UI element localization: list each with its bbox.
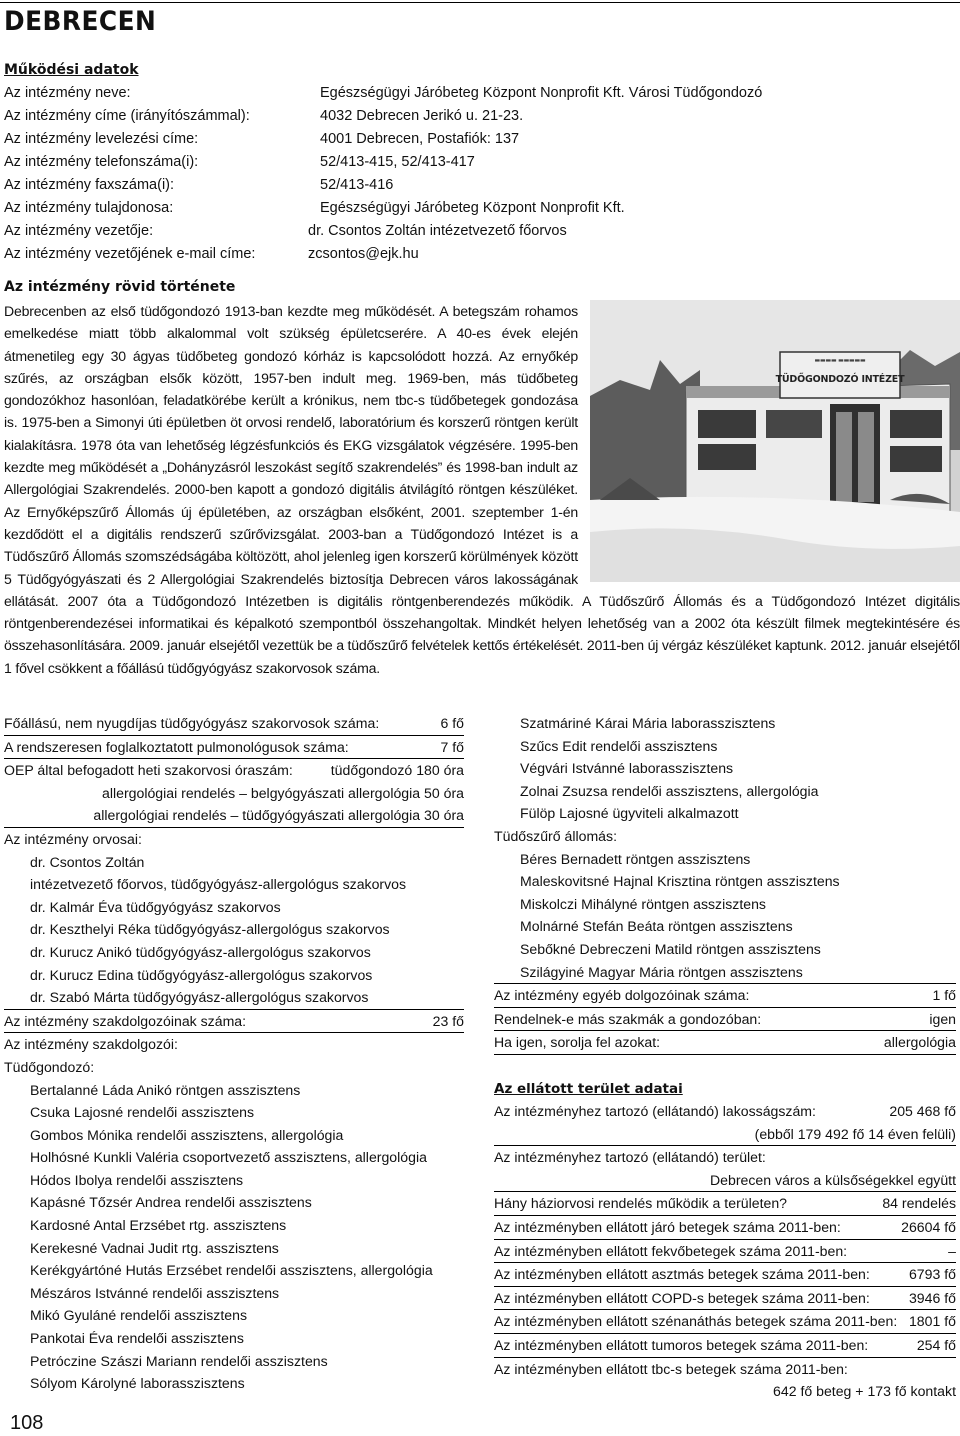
population-row: Az intézményhez tartozó (ellátandó) lakosságszám: 205 468 fő bbox=[494, 1103, 956, 1120]
doctor-item: dr. Kalmár Éva tüdőgyógyász szakorvos bbox=[30, 898, 281, 915]
staff-item: Petróczine Szászi Mariann rendelői asszisztens bbox=[30, 1352, 328, 1369]
spacer bbox=[494, 1055, 956, 1078]
staff-item: Mészáros Istvánné rendelői asszisztens bbox=[30, 1284, 280, 1301]
top-rule bbox=[0, 2, 960, 3]
info-row: Az intézmény levelezési címe: 4001 Debrecen, Postafiók: 137 bbox=[4, 131, 520, 147]
svg-text:▬▬▬▬ ▬▬▬▬▬: ▬▬▬▬ ▬▬▬▬▬ bbox=[814, 357, 866, 364]
page-number: 108 bbox=[10, 1412, 44, 1434]
section-heading-operational: Működési adatok bbox=[4, 62, 139, 78]
info-row: Az intézmény címe (irányítószámmal): 4032 Debrecen Jerikó u. 21-23. bbox=[4, 108, 524, 124]
inpatient-count-row: Az intézményben ellátott fekvőbetegek száma 2011-ben: – bbox=[494, 1240, 956, 1264]
pulmonologists-row: A rendszeresen foglalkoztatott pulmonológusok száma: 7 fő bbox=[4, 736, 464, 760]
staff-item: Fülöp Lajosné ügyviteli alkalmazott bbox=[520, 805, 739, 822]
staff-item: Kerékgyártóné Hutás Erzsébet rendelői asszisztens, allergológia bbox=[30, 1262, 433, 1279]
info-row: Az intézmény vezetőjének e-mail címe: zcsontos@ejk.hu bbox=[4, 246, 419, 262]
staff-item: Molnárné Stefán Beáta röntgen asszisztens bbox=[520, 918, 793, 935]
staff-item: Sebőkné Debreczeni Matild röntgen asszisztens bbox=[520, 940, 821, 957]
staff-item: Sólyom Károlyné laborasszisztens bbox=[30, 1375, 245, 1392]
history-text: Debrecenben az első tüdőgondozó 1913-ban kezdte meg működését. A betegszám rohamos emelkedése miatt több alkalommal volt szükség épületcserére. A 40-es évek elején átmenetileg egy 30 ágyas tüdőbeteg gondozó kórház is kapcsolódott hozzá. Az ernyőkép szűrés, az országban elsők között, 1957-ben indult meg. 1969-ben, más tüdőbeteg gondozókhoz hasonlóan, feladatkörébe került a krónikus, nem tbc-s tüdőbetegek gondozása is. 1975-ben a Simonyi úti épületben öt orvosi rendelő, laboratórium és korszerű röntgen került kialakításra. 1978 óta van lehetőség légzésfunkciós és EKG vizsgálatok végzésére. 1995-ben kezdte meg működését a „Dohányzásról leszokást segítő szakrendelés” és 1998-ban indult az Allergológiai Szakrendelés. 2000-ben kapott a gondozó digitális átvilágító röntgen készüléket. Az Ernyőképszűrő Állomás új épületében, az országban elsőként, 2001. szeptember 1-én kezdődött el a digitális rendszerű szűrővizsgálat. 2003-ban a Tüdőgondozó Intézet is a Tüdőszűrő Állomás szomszédságába költözött, ahol jelenleg igen korszerű körülmények között 5 Tüdőgyógyászati és 2 Allergológiai Szakrendelés biztosítja Debrecen város lakosságának ellátását. 2007 óta a Tüdőgondozó Intézetben is digitális röntgenberendezés működik. A Tüdőszűrő Állomás és a Tüdőgondozó Intézet digitális röntgenberendezései informatikai és képalkotó szempontból összehangoltak. Mindkét helyen lehetőség van a 2002 óta készült filmek megtekintésére és összehasonlítására. 2009. január elsejétől vezettük be a tüdőszűrő felvételek kettős értékelését. 2011-ben új vérgáz készüléket kaptunk. 2012. január elsejétől 1 fővel csökkent a főállású tüdőgyógyász szakorvosok száma. bbox=[4, 303, 960, 676]
tudogondozo-label: Tüdőgondozó: bbox=[4, 1058, 95, 1075]
oep-hours-row-3: allergológiai rendelés – tüdőgyógyászati allergológia 30 óra bbox=[4, 804, 464, 828]
asthma-count-row: Az intézményben ellátott asztmás betegek száma 2011-ben: 6793 fő bbox=[494, 1263, 956, 1287]
staff-item: Kapásné Tőzsér Andrea rendelői asszisztens bbox=[30, 1194, 312, 1211]
staff-column-right bbox=[494, 712, 956, 1403]
oep-hours-row: OEP által befogadott heti szakorvosi óraszám: tüdőgondozó 180 óra bbox=[4, 762, 464, 779]
oep-hours-row-2: allergológiai rendelés – belgyógyászati allergológia 50 óra bbox=[102, 784, 464, 801]
copd-count-row: Az intézményben ellátott COPD-s betegek száma 2011-ben: 3946 fő bbox=[494, 1287, 956, 1311]
staff-item: Miskolczi Mihályné röntgen asszisztens bbox=[520, 895, 766, 912]
staff-item: Kerekesné Vadnai Judit rtg. asszisztens bbox=[30, 1239, 279, 1256]
fulltime-specialists-row: Főállású, nem nyugdíjas tüdőgyógyász szakorvosok száma: 6 fő bbox=[4, 712, 464, 736]
staff-label: Az intézmény szakdolgozói: bbox=[4, 1036, 178, 1053]
other-staff-row: Az intézmény egyéb dolgozóinak száma: 1 fő bbox=[494, 984, 956, 1008]
staff-item: Gombos Mónika rendelői asszisztens, allergológia bbox=[30, 1126, 344, 1143]
doctor-item: dr. Keszthelyi Réka tüdőgyógyász-allergológus szakorvos bbox=[30, 921, 390, 938]
gp-count-row: Hány háziorvosi rendelés működik a területen? 84 rendelés bbox=[494, 1192, 956, 1216]
staff-item: Végvári Istvánné laborasszisztens bbox=[520, 760, 734, 777]
doctor-item: dr. Szabó Márta tüdőgyógyász-allergológus szakorvos bbox=[4, 986, 464, 1010]
population-sub-row: (ebből 179 492 fő 14 éven felüli) bbox=[494, 1123, 956, 1147]
tudoszuro-label: Tüdőszűrő állomás: bbox=[494, 827, 617, 844]
doctor-item: dr. Kurucz Anikó tüdőgyógyász-allergológus szakorvos bbox=[30, 943, 371, 960]
staff-item: Szilágyiné Magyar Mária röntgen asszisztens bbox=[494, 961, 956, 985]
info-row: Az intézmény vezetője: dr. Csontos Zoltán intézetvezető főorvos bbox=[4, 223, 567, 239]
staff-item: Szűcs Edit rendelői asszisztens bbox=[520, 737, 718, 754]
hayfever-count-row: Az intézményben ellátott szénanáthás betegek száma 2011-ben: 1801 fő bbox=[494, 1310, 956, 1334]
building-sign-text: TÜDŐGONDOZÓ INTÉZET bbox=[775, 374, 905, 385]
area-heading: Az ellátott terület adatai bbox=[494, 1080, 683, 1097]
staff-item: Mikó Gyuláné rendelői asszisztens bbox=[30, 1307, 247, 1324]
tbc-count-row: Az intézményben ellátott tbc-s betegek száma 2011-ben: bbox=[494, 1360, 848, 1377]
doctors-label: Az intézmény orvosai: bbox=[4, 830, 142, 847]
staff-column-left bbox=[4, 712, 464, 1395]
tbc-count-value: 642 fő beteg + 173 fő kontakt bbox=[773, 1383, 956, 1400]
doctor-item: dr. Kurucz Edina tüdőgyógyász-allergológus szakorvos bbox=[30, 966, 373, 983]
staff-item: Béres Bernadett röntgen asszisztens bbox=[520, 850, 751, 867]
info-row: Az intézmény neve: Egészségügyi Járóbeteg Központ Nonprofit Kft. Városi Tüdőgondozó bbox=[4, 85, 763, 101]
staff-item: Csuka Lajosné rendelői asszisztens bbox=[30, 1104, 255, 1121]
tumor-count-row: Az intézményben ellátott tumoros betegek száma 2011-ben: 254 fő bbox=[494, 1334, 956, 1358]
other-specialties-row: Rendelnek-e más szakmák a gondozóban: igen bbox=[494, 1008, 956, 1032]
ambulatory-count-row: Az intézményben ellátott járó betegek száma 2011-ben: 26604 fő bbox=[494, 1216, 956, 1240]
building-photo-illustration bbox=[590, 300, 960, 582]
info-row: Az intézmény telefonszáma(i): 52/413-415, 52/413-417 bbox=[4, 154, 475, 170]
staff-item: Maleskovitsné Hajnal Krisztina röntgen asszisztens bbox=[520, 873, 840, 890]
staff-count-row: Az intézmény szakdolgozóinak száma: 23 fő bbox=[4, 1010, 464, 1034]
staff-item: Szatmáriné Kárai Mária laborasszisztens bbox=[520, 715, 776, 731]
doctor-item: intézetvezető főorvos, tüdőgyógyász-allergológus szakorvos bbox=[30, 876, 407, 893]
territory-row: Az intézményhez tartozó (ellátandó) terület: bbox=[494, 1149, 766, 1166]
staff-item: Holhósné Kunkli Valéria csoportvezető asszisztens, allergológia bbox=[30, 1149, 427, 1166]
staff-item: Bertalanné Láda Anikó röntgen asszisztens bbox=[30, 1081, 301, 1098]
building-photo bbox=[590, 300, 960, 582]
doctor-item: dr. Csontos Zoltán bbox=[30, 853, 145, 870]
staff-item: Zolnai Zsuzsa rendelői asszisztens, allergológia bbox=[520, 782, 819, 799]
staff-item: Kardosné Antal Erzsébet rtg. asszisztens bbox=[30, 1217, 287, 1234]
info-row: Az intézmény tulajdonosa: Egészségügyi Járóbeteg Központ Nonprofit Kft. bbox=[4, 200, 625, 216]
info-row: Az intézmény faxszáma(i): 52/413-416 bbox=[4, 177, 394, 193]
section-heading-history: Az intézmény rövid története bbox=[4, 279, 236, 295]
page-title: DEBRECEN bbox=[4, 6, 157, 37]
staff-item: Hódos Ibolya rendelői asszisztens bbox=[30, 1171, 244, 1188]
specialties-list-row: Ha igen, sorolja fel azokat: allergológia bbox=[494, 1031, 956, 1055]
staff-item: Pankotai Éva rendelői asszisztens bbox=[30, 1330, 244, 1347]
history-section bbox=[4, 300, 960, 679]
territory-value-row: Debrecen város a külsőségekkel együtt bbox=[494, 1169, 956, 1193]
